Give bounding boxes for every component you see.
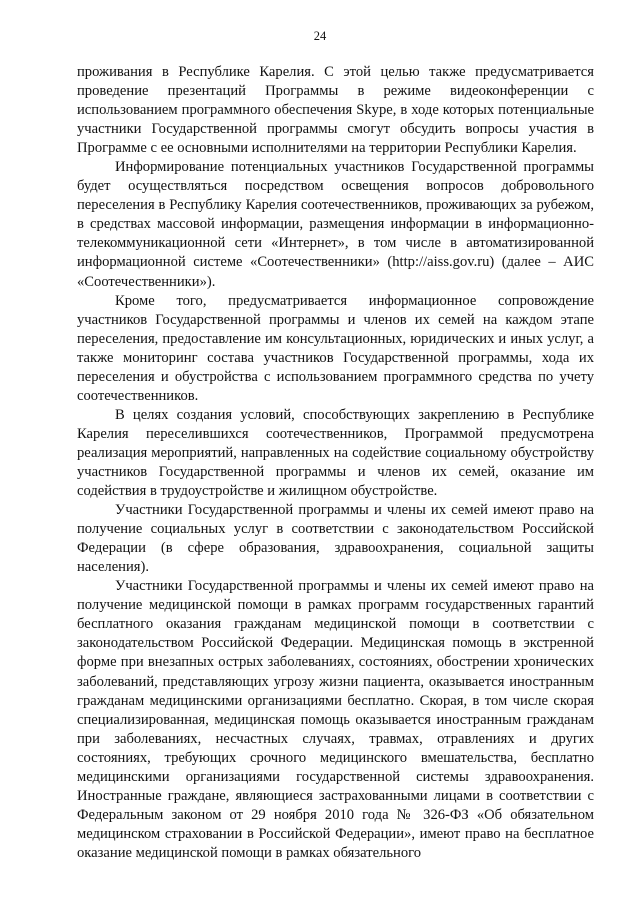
document-body <box>77 63 594 863</box>
paragraph-support: Кроме того, предусматривается информационное сопровождение участников Государственной программы и членов их семей на каждом этапе переселения, предоставление им консультационных, юридических и иных услуг, а также мониторинг состава участников Государственной программы, хода их переселения и обустройства с использованием программного средства по учету соотечественников. <box>77 292 594 404</box>
page-number: 24 <box>313 29 327 43</box>
paragraph-continuation: проживания в Республике Карелия. С этой целью также предусматривается проведение презентаций Программы в режиме видеоконференции с использованием программного обеспечения Skype, в ходе которых потенциальные участники Государственной программы смогут обсудить вопросы участия в Программе с ее основными исполнителями на территории Республики Карелия. <box>77 64 594 157</box>
paragraph-informing: Информирование потенциальных участников Государственной программы будет осуществляться посредством освещения вопросов добровольного переселения в Республику Карелия соотечественников, проживающих за рубежом, в средствах массовой информации, размещения информации в информационно-телекоммуникационной сети «Интернет», в том числе в автоматизированной информационной системе «Соотечественники» (http://aiss.gov.ru) (далее – АИС «Соотечественники»). <box>77 159 594 290</box>
paragraph-medical-care: Участники Государственной программы и члены их семей имеют право на получение медицинской помощи в рамках программ государственных гарантий бесплатного оказания гражданам медицинской помощи в соответствии с законодательством Российской Федерации. Медицинская помощь в экстренной форме при внезапных острых заболеваниях, состояниях, обострении хронических заболеваний, представляющих угрозу жизни пациента, оказывается иностранным гражданам медицинскими организациями бесплатно. Скорая, в том числе скорая специализированная, медицинская помощь оказывается иностранным гражданам при заболеваниях, несчастных случаях, травмах, отравлениях и других состояниях, требующих срочного медицинского вмешательства, бесплатно медицинскими организациями государственной системы здравоохранения. Иностранные граждане, являющиеся застрахованными лицами в соответствии с Федеральным законом от 29 ноября 2010 года № 326-ФЗ «Об обязательном медицинском страховании в Российской Федерации», имеют право на бесплатное оказание медицинской помощи в рамках обязательного <box>77 578 594 861</box>
paragraph-social-services: Участники Государственной программы и члены их семей имеют право на получение социальных услуг в соответствии с законодательством Российской Федерации (в сфере образования, здравоохранения, социальной защиты населения). <box>77 502 594 576</box>
paragraph-social-arrangement: В целях создания условий, способствующих закреплению в Республике Карелия переселившихся соотечественников, Программой предусмотрена реализация мероприятий, направленных на содействие социальному обустройству участников Государственной программы и членов их семей, оказание им содействия в трудоустройстве и жилищном обустройстве. <box>77 406 594 500</box>
